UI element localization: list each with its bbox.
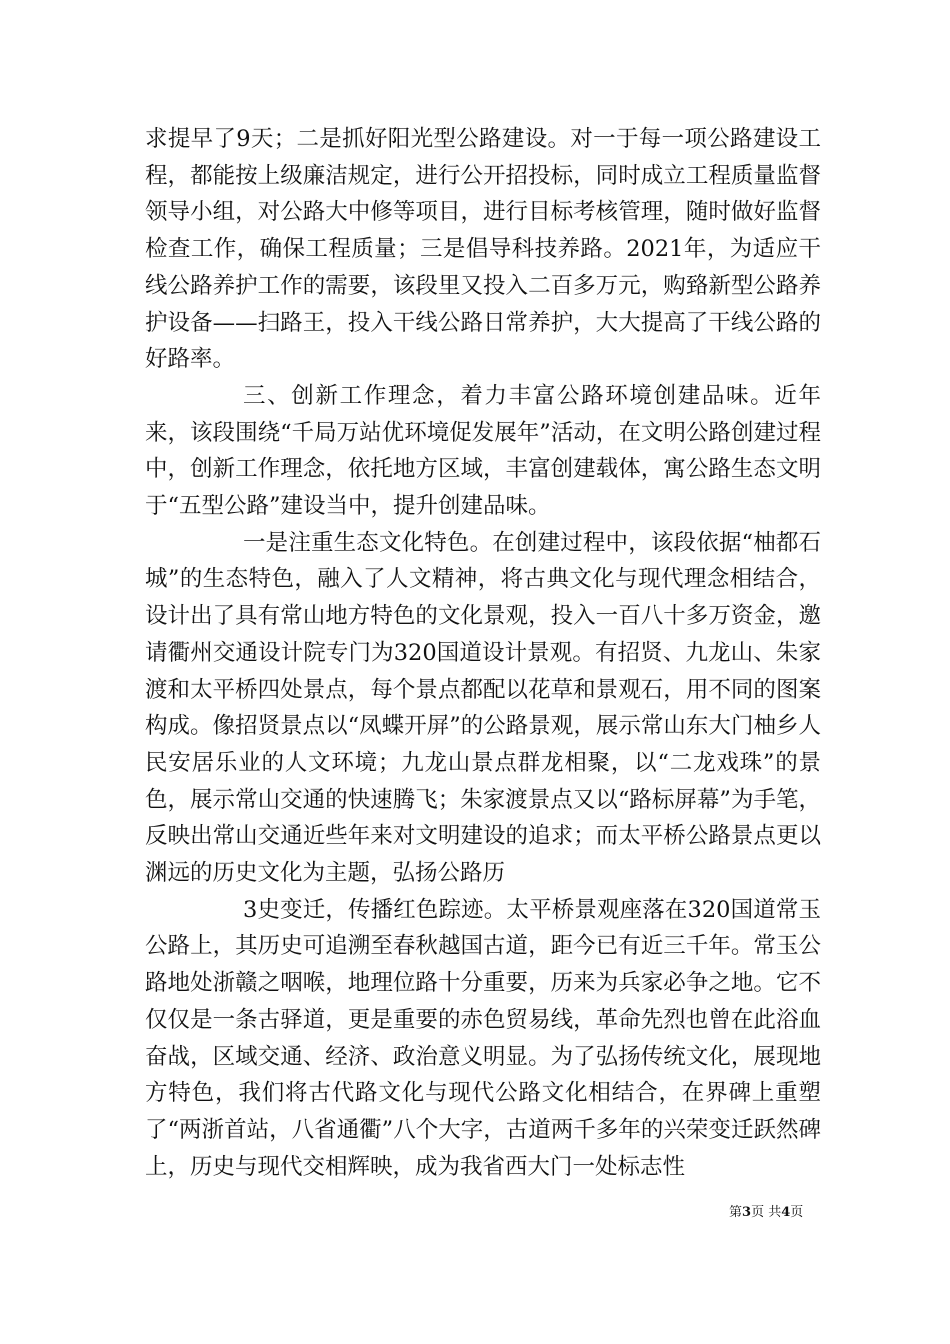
- paragraph-3: 一是注重生态文化特色。在创建过程中，该段依据“柚都石城”的生态特色，融入了人文精神，将古典文化与现代理念相结合，设计出了具有常山地方特色的文化景观，投入一百八十多万资金，邀请衢州交通设计院专门为320国道设计景观。有招贤、九龙山、朱家渡和太平桥四处景点，每个景点都配以花草和景观石，用不同的图案构成。像招贤景点以“凤蝶开屏”的公路景观，展示常山东大门柚乡人民安居乐业的人文环境；九龙山景点群龙相聚，以“二龙戏珠”的景色，展示常山交通的快速腾飞；朱家渡景点又以“路标屏幕”为手笔，反映出常山交通近些年来对文明建设的追求；而太平桥公路景点更以渊远的历史文化为主题，弘扬公路历: [145, 529, 821, 887]
- paragraph-1: 求提早了9天；二是抓好阳光型公路建设。对一于每一项公路建设工程，都能按上级廉洁规定，进行公开招投标，同时成立工程质量监督领导小组，对公路大中修等项目，进行目标考核管理，随时做好监督检查工作，确保工程质量；三是倡导科技养路。2021年，为适应干线公路养护工作的需要，该段里又投入二百多万元，购臵新型公路养护设备——扫路王，投入干线公路日常养护，大大提高了干线公路的好路率。: [145, 126, 821, 373]
- document-body: [145, 121, 821, 1185]
- footer-suffix: 页: [790, 1205, 804, 1220]
- paragraph-4: 3史变迁，传播红色踪迹。太平桥景观座落在320国道常玉公路上，其历史可追溯至春秋越国古道，距今已有近三千年。常玉公路地处浙赣之咽喉，地理位路十分重要，历来为兵家必争之地。它不仅仅是一条古驿道，更是重要的赤色贸易线，革命先烈也曾在此浴血奋战，区域交通、经济、政治意义明显。为了弘扬传统文化，展现地方特色，我们将古代路文化与现代公路文化相结合，在界碑上重塑了“两浙首站，八省通衢”八个大字，古道两千多年的兴荣变迁跃然碑上，历史与现代交相辉映，成为我省西大门一处标志性: [145, 896, 821, 1180]
- footer-prefix: 第: [729, 1205, 743, 1220]
- footer-current-page: 3: [742, 1205, 752, 1220]
- footer-total-pages: 4: [781, 1205, 791, 1220]
- paragraph-2: 三、创新工作理念，着力丰富公路环境创建品味。近年来，该段围绕“千局万站优环境促发展年”活动，在文明公路创建过程中，创新工作理念，依托地方区域，丰富创建载体，寓公路生态文明于“五型公路”建设当中，提升创建品味。: [145, 382, 821, 520]
- page-number-footer: [729, 1204, 803, 1222]
- footer-middle: 页 共: [751, 1205, 782, 1220]
